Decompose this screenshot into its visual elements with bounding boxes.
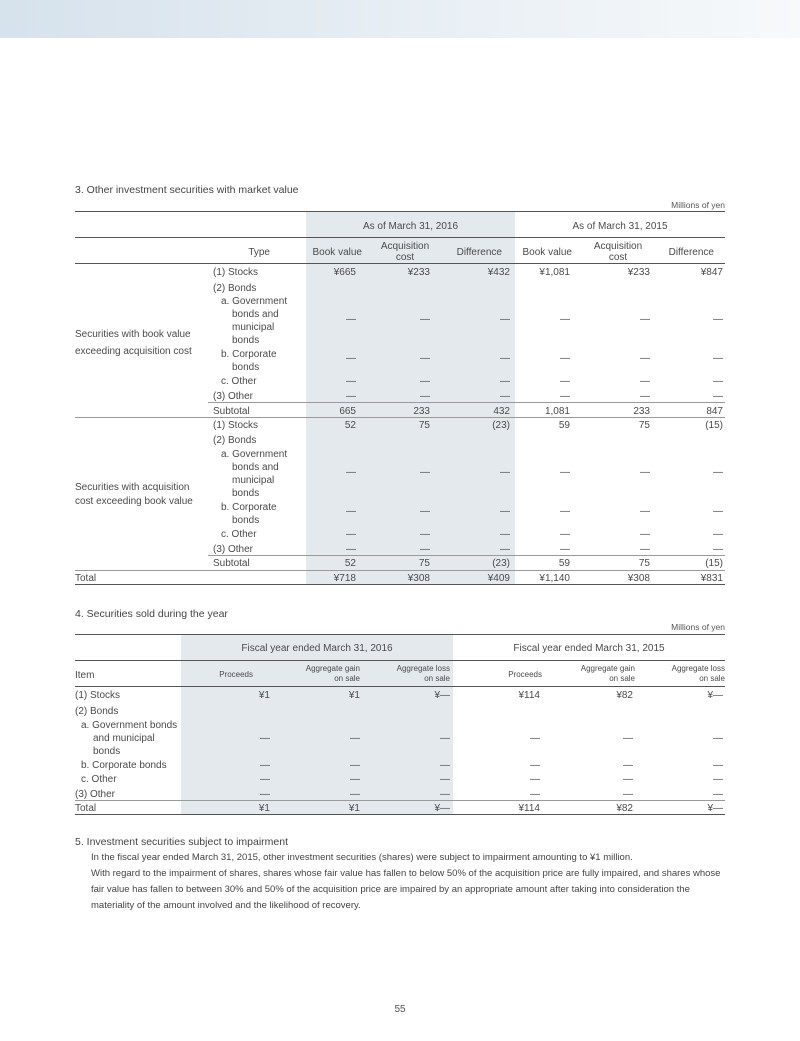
paragraph-impairment-amount: In the fiscal year ended March 31, 2015, other investment securities (shares) were subject to impairment amounting to ¥1 million.: [91, 852, 633, 863]
header-band: [0, 0, 800, 38]
col-diff-2016: Difference: [456, 247, 502, 258]
section-3-title: 3. Other investment securities with market value: [75, 184, 299, 196]
col-book-2015: Book value: [522, 247, 572, 258]
group-2-label: Securities with acquisition: [75, 482, 190, 493]
fiscal-period-2016: Fiscal year ended March 31, 2016: [241, 643, 393, 654]
section-3-units: Millions of yen: [671, 200, 725, 210]
group-1-label: Securities with book value: [75, 329, 191, 340]
period-2016: As of March 31, 2016: [362, 221, 459, 232]
col-item: Item: [75, 670, 95, 681]
col-type: Type: [248, 247, 270, 258]
paragraph-impairment-policy: With regard to the impairment of shares, shares whose fair value has fallen to below 50% of the acquisition price are fully impaired, and shares whose fair value has fallen to between 30% and 50% of the acquisition price are impaired by an appropriate amount after taking into consideration the materiality of the amount involved and the likelihood of recovery.: [91, 868, 721, 911]
section-4-shaded-column: [181, 634, 453, 814]
fiscal-period-2015: Fiscal year ended March 31, 2015: [513, 643, 665, 654]
section-4-total-label: Total: [75, 803, 97, 814]
col-diff-2015: Difference: [668, 247, 714, 258]
col-book-2016: Book value: [312, 247, 362, 258]
section-4-units: Millions of yen: [671, 622, 725, 632]
section-4-title: 4. Securities sold during the year: [75, 608, 228, 620]
period-2015: As of March 31, 2015: [572, 221, 668, 232]
section-3-total-label: Total: [75, 573, 97, 584]
section-5-title: 5. Investment securities subject to impairment: [75, 836, 289, 848]
page-number: 55: [394, 1004, 406, 1015]
